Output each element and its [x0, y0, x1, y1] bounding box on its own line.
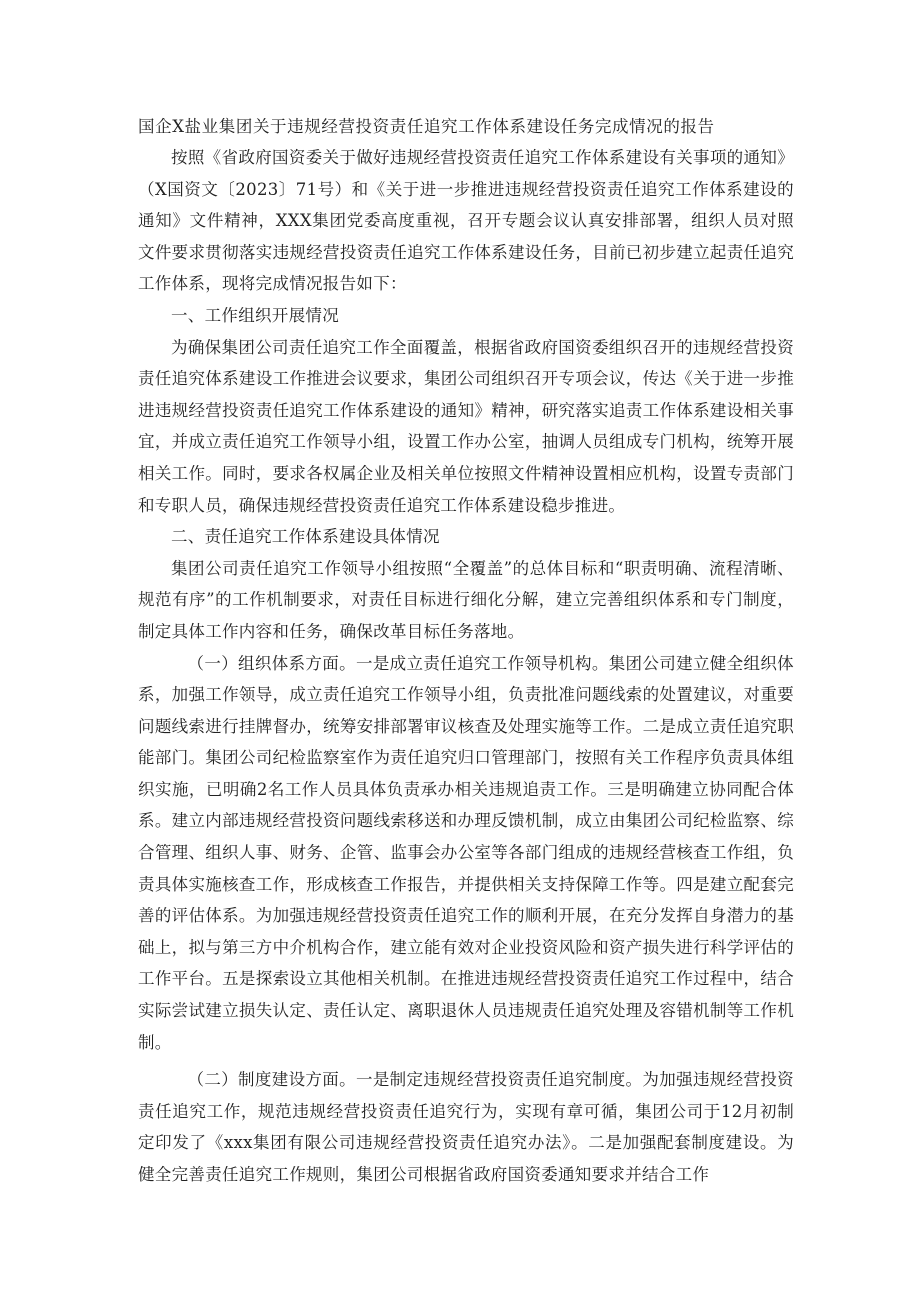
document-title: 国企X盐业集团关于违规经营投资责任追究工作体系建设任务完成情况的报告 — [138, 117, 715, 136]
section-2-paragraph: 集团公司责任追究工作领导小组按照“全覆盖”的总体目标和“职责明确、流程清晰、规范有序”的工作机制要求，对责任目标进行细化分解，建立完善组织体系和专门制度，制定具体工作内容和任务，确保改革目标任务落地。 — [138, 558, 794, 641]
section-1-paragraph: 为确保集团公司责任追究工作全面覆盖，根据省政府国资委组织召开的违规经营投资责任追究体系建设工作推进会议要求，集团公司组织召开专项会议，传达《关于进一步推进违规经营投资责任追究工作体系建设的通知》精神，研究落实追责工作体系建设相关事宜，并成立责任追究工作领导小组，设置工作办公室，抽调人员组成专门机构，统筹开展相关工作。同时，要求各权属企业及相关单位按照文件精神设置相应机构，设置专责部门和专职人员，确保违规经营投资责任追究工作体系建设稳步推进。 — [138, 337, 794, 515]
document-page — [138, 112, 794, 1191]
intro-paragraph: 按照《省政府国资委关于做好违规经营投资责任追究工作体系建设有关事项的通知》（X国资文〔2023〕71号）和《关于进一步推进违规经营投资责任追究工作体系建设的通知》文件精神，XXX集团党委高度重视，召开专题会议认真安排部署，组织人员对照文件要求贯彻落实违规经营投资责任追究工作体系建设任务，目前已初步建立起责任追究工作体系，现将完成情况报告如下： — [138, 148, 794, 294]
subsection-1-paragraph: （一）组织体系方面。一是成立责任追究工作领导机构。集团公司建立健全组织体系，加强工作领导，成立责任追究工作领导小组，负责批准问题线索的处置建议，对重要问题线索进行挂牌督办，统筹安排部署审议核查及处理实施等工作。二是成立责任追究职能部门。集团公司纪检监察室作为责任追究归口管理部门，按照有关工作程序负责具体组织实施，已明确2名工作人员具体负责承办相关违规追责工作。三是明确建立协同配合体系。建立内部违规经营投资问题线索移送和办理反馈机制，成立由集团公司纪检监察、综合管理、组织人事、财务、企管、监事会办公室等各部门组成的违规经营核查工作组，负责具体实施核查工作，形成核查工作报告，并提供相关支持保障工作等。四是建立配套完善的评估体系。为加强违规经营投资责任追究工作的顺利开展，在充分发挥自身潜力的基础上，拟与第三方中介机构合作，建立能有效对企业投资风险和资产损失进行科学评估的工作平台。五是探索设立其他相关机制。在推进违规经营投资责任追究工作过程中，结合实际尝试建立损失认定、责任认定、离职退休人员违规责任追究处理及容错机制等工作机制。 — [138, 653, 794, 1052]
section-2-heading: 二、责任追究工作体系建设具体情况 — [171, 527, 440, 547]
subsection-2-paragraph: （二）制度建设方面。一是制定违规经营投资责任追究制度。为加强违规经营投资责任追究工作，规范违规经营投资责任追究行为，实现有章可循，集团公司于12月初制定印发了《xxx集团有限公司违规经营投资责任追究办法》。二是加强配套制度建设。为健全完善责任追究工作规则，集团公司根据省政府国资委通知要求并结合工作 — [138, 1070, 794, 1184]
section-1-heading: 一、工作组织开展情况 — [171, 305, 339, 325]
